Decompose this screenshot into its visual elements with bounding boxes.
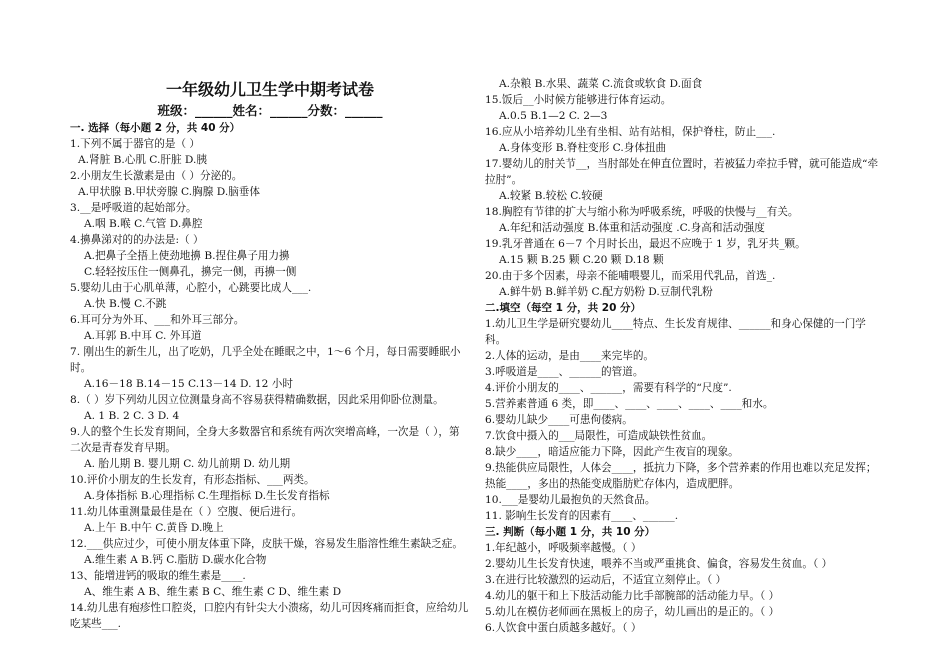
question-line: A.年纪和活动强度 B.体重和活动强度 .C.身高和活动强度 [499,222,765,234]
question-line: 4.擤鼻涕对的的办法是:（ ） [70,234,204,246]
question-line: 5.婴幼儿由于心肌单薄，心腔小，心跳要比成人___. [70,282,312,294]
question-line: 1.年纪越小，呼吸频率越慢。（ ） [485,542,642,554]
question-line: 10.评价小朋友的生长发育，有形态指标、___两类。 [70,474,315,486]
question-line: 7.饮食中摄入的___局限性，可造成缺铁性贫血。 [485,430,713,442]
question-line: 15.饭后__小时候方能够进行体育运动。 [485,94,672,106]
question-line: A.较紧 B.较松 C.较硬 [499,190,603,202]
question-line: 18.胸腔有节律的扩大与缩小称为呼吸系统，呼吸的快慢与__有关。 [485,206,799,218]
question-line: 11.幼儿体重测量最佳是在（ ）空腹、便后进行。 [70,506,303,518]
question-line: 7. 刚出生的新生儿，出了吃奶，几乎全处在睡眠之中，1～6 个月，每日需要睡眠小时。 [70,346,461,374]
question-line: 5.营养素普通 6 类，即____、____、____、____、____和水。 [485,398,774,410]
question-line: 1.幼儿卫生学是研究婴幼儿____特点、生长发育规律、______和身心保健的一门学科。 [485,318,866,346]
section-heading: 二.填空（每空 1 分，共 20 分） [485,302,642,314]
student-info-line: 班级：______姓名：______分数：______ [157,103,383,118]
question-line: 1.下列不属于器官的是（ ） [70,138,201,150]
question-line: A、维生素 A B、维生素 B C、维生素 C D、维生素 D [84,586,342,598]
question-line: 12.___供应过少，可使小朋友体重下降，皮肤干燥，容易发生脂溶性维生素缺乏症。 [70,538,463,550]
question-line: A.维生素 A B.钙 C.脂肪 D.碳水化合物 [84,554,267,566]
section-heading: 一. 选择（每小题 2 分，共 40 分） [70,122,241,134]
right-column [485,0,885,636]
left-question-list [70,120,470,632]
question-line: 16.应从小培养幼儿坐有坐相、站有站相，保护脊柱，防止___. [485,126,776,138]
section-heading: 三. 判断（每小题 1 分，共 10 分） [485,526,656,538]
question-line: C.轻轻按压住一侧鼻孔，擤完一侧，再擤一侧 [84,266,297,278]
question-line: 3.呼吸道是____、______的管道。 [485,366,644,378]
question-line: A.耳郭 B.中耳 C. 外耳道 [84,330,202,342]
question-line: 2.婴幼儿生长发育快速，喂养不当或严重挑食、偏食，容易发生贫血。（ ） [485,558,833,570]
question-line: A.快 B.慢 C.不跳 [84,298,167,310]
question-line: 14.幼儿患有疱疹性口腔炎，口腔内有针尖大小溃疡，幼儿可因疼痛而拒食，应给幼儿吃某些___. [70,602,469,630]
question-line: A.杂粮 B.水果、蔬菜 C.流食或软食 D.面食 [499,78,703,90]
question-line: 13、能增进钙的吸取的维生素是____. [70,570,246,582]
question-line: A.把鼻子全捂上使劲地擤 B.捏住鼻子用力擤 [84,250,290,262]
question-line: A.15 颗 B.25 颗 C.20 颗 D.18 颗 [499,254,664,266]
question-line: A. 1 B. 2 C. 3 D. 4 [84,410,180,422]
question-line: 20.由于多个因素，母亲不能哺喂婴儿，而采用代乳品，首选_. [485,270,776,282]
question-line: A.咽 B.喉 C.气管 D.鼻腔 [84,218,203,230]
question-line: 3.在进行比较激烈的运动后，不适宜立刻停止。（ ） [485,574,727,586]
question-line: 4.幼儿的躯干和上下肢活动能力比手部腕部的活动能力早。（ ） [485,590,780,602]
question-line: 8.（ ）岁下列幼儿因立位测量身高不容易获得精确数据，因此采用仰卧位测量。 [70,394,444,406]
question-line: A.鲜牛奶 B.鲜羊奶 C.配方奶粉 D.豆制代乳粉 [499,286,713,298]
question-line: 19.乳牙普通在 6－7 个月时长出，最迟不应晚于 1 岁，乳牙共_颗。 [485,238,806,250]
question-line: 2.人体的运动，是由____来完毕的。 [485,350,655,362]
question-line: 11. 影响生长发育的因素有____、______. [485,510,679,522]
question-line: 6.人饮食中蛋白质越多越好。（ ） [485,622,642,634]
question-line: 2.小朋友生长激素是由（ ）分泌的。 [70,170,243,182]
question-line: 9.热能供应局限性，人体会____，抵抗力下降，多个营养素的作用也难以充足发挥；热能____，多出的热能变成脂肪贮存体内，造成肥胖。 [485,462,877,490]
left-column [70,0,470,632]
question-line: A.16－18 B.14－15 C.13－14 D. 12 小时 [84,378,293,390]
question-line: 5.幼儿在模仿老师画在黑板上的房子，幼儿画出的是正的。（ ） [485,606,780,618]
question-line: A.身体指标 B.心理指标 C.生理指标 D.生长发育指标 [84,490,330,502]
question-line: 3.__是呼吸道的起始部分。 [70,202,197,214]
question-line: A.上午 B.中午 C.黄昏 D.晚上 [84,522,224,534]
question-line: 10.___是婴幼儿最抱负的天然食品。 [485,494,656,506]
question-line: A.肾脏 B.心肌 C.肝脏 D.胰 [78,154,208,166]
exam-title: 一年级幼儿卫生学中期考试卷 [165,80,374,99]
right-question-list [485,76,885,636]
question-line: 8.缺少____，暗适应能力下降，因此产生夜盲的现象。 [485,446,739,458]
question-line: 6.耳可分为外耳、___和外耳三部分。 [70,314,245,326]
question-line: A.甲状腺 B.甲状旁腺 C.胸腺 D.脑垂体 [78,186,260,198]
question-line: 9.人的整个生长发育期间，全身大多数器官和系统有两次突增高峰，一次是（ ），第二次是青春发育早期。 [70,426,460,454]
question-line: 6.婴幼儿缺少____可患佝偻病。 [485,414,633,426]
question-line: A.0.5 B.1—2 C. 2—3 [499,110,608,122]
question-line: 4.评价小朋友的____、______，需要有科学的“尺度”. [485,382,732,394]
question-line: A.身体变形 B.脊柱变形 C.身体扭曲 [499,142,667,154]
question-line: A. 胎儿期 B. 婴儿期 C. 幼儿前期 D. 幼儿期 [84,458,291,470]
question-line: 17.婴幼儿的肘关节__，当肘部处在伸直位置时，若被猛力牵拉手臂，就可能造成“牵拉肘”。 [485,158,879,186]
